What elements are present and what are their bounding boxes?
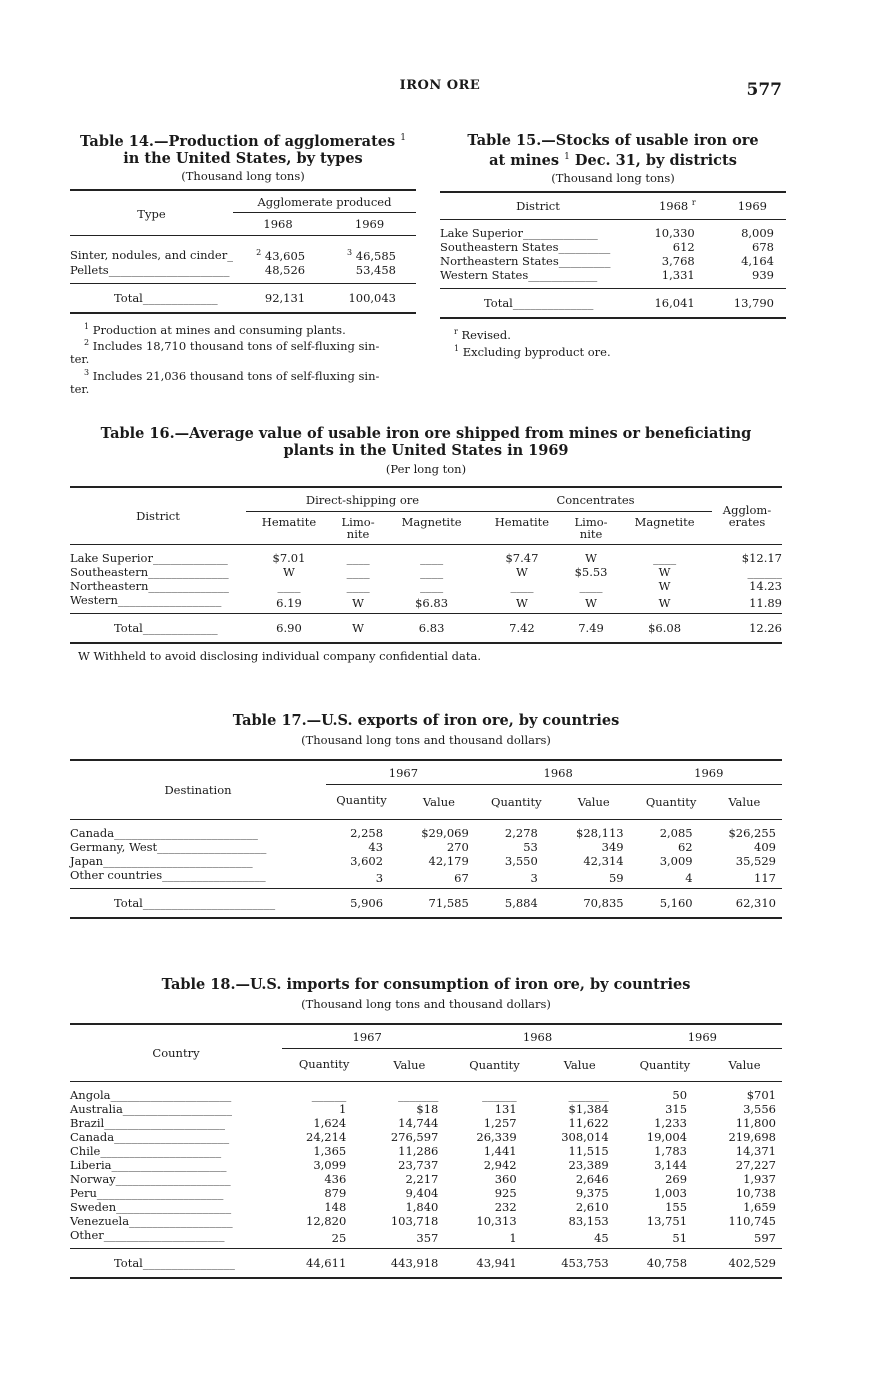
- col-header-country: Country: [70, 1024, 282, 1082]
- table-18-grid: [70, 1023, 782, 1279]
- col-header-hematite: Hematite: [494, 515, 550, 529]
- table-row: Australia___________________ 1 $18 131 $1,384 315 3,556: [70, 1102, 776, 1116]
- table-row: Chile_____________________ 1,365 11,286 1,441 11,515 1,783 14,371: [70, 1144, 776, 1158]
- col-header-magnetite: Magnetite: [401, 515, 462, 529]
- col-header-hematite: Hematite: [261, 515, 317, 529]
- table-18-title: Table 18.—U.S. imports for consumption of iron ore, by countries: [161, 976, 691, 993]
- table-row: Peru______________________ 879 9,404 925 9,375 1,003 10,738: [70, 1186, 776, 1200]
- table-14-unit: (Thousand long tons): [181, 168, 305, 183]
- table-total-row: Total_______________________ 5,906 71,585 5,884 70,835 5,160 62,310: [70, 889, 782, 919]
- table-row: Canada____________________ 24,214 276,597 26,339 308,014 19,004 219,698: [70, 1130, 776, 1144]
- table-15: [440, 132, 786, 358]
- table-17-grid: [70, 759, 782, 919]
- table-17-unit: (Thousand long tons and thousand dollars): [301, 733, 551, 747]
- table-total-row: Total_____________ 6.90 W 6.83 7.42 7.49 $6.08 12.26: [70, 614, 782, 644]
- table-16-title: Table 16.—Average value of usable iron ore shipped from mines or beneficiating plants in the United States in 1969: [100, 425, 752, 459]
- table-row: Venezuela__________________ 12,820 103,718 10,313 83,153 13,751 110,745: [70, 1214, 776, 1228]
- col-header-quantity: Quantity: [491, 795, 542, 809]
- table-15-grid: [440, 191, 786, 319]
- table-16-grid: [70, 486, 782, 644]
- table-15-footnotes: $^r$ Revised. $^1$ Excluding byproduct ore.: [454, 326, 611, 359]
- col-header-limonite: Limo- nite: [574, 515, 608, 541]
- table-row: Western__________________ 6.19 W $6.83 W W W 11.89: [70, 593, 782, 614]
- col-header-value: Value: [422, 795, 455, 809]
- running-header: IRON ORE: [399, 78, 481, 93]
- table-row: Liberia____________________ 3,099 23,737 2,942 23,389 3,144 27,227: [70, 1158, 776, 1172]
- table-17-title: Table 17.—U.S. exports of iron ore, by countries: [232, 712, 620, 729]
- table-15-title: Table 15.—Stocks of usable iron ore at mines $^1$ Dec. 31, by districts: [467, 132, 759, 169]
- col-header-quantity: Quantity: [469, 1058, 520, 1072]
- table-14-footnotes: $^1$ Production at mines and consuming plants. $^2$ Includes 18,710 thousand tons of self-fluxing sin- ter. $^3$ Includes 21,036 thousand tons of self-fluxing sin- ter.: [70, 321, 380, 397]
- col-header-concentrates: Concentrates: [479, 487, 712, 512]
- col-header-year: 1968: [452, 1024, 622, 1049]
- table-row: Pellets_____________________ 48,526 53,458: [70, 263, 416, 284]
- table-row: Norway____________________ 436 2,217 360 2,646 269 1,937: [70, 1172, 776, 1186]
- col-header-magnetite: Magnetite: [634, 515, 695, 529]
- col-header-type: Type: [70, 190, 233, 236]
- col-header-district: District: [516, 198, 560, 213]
- table-row: Lake Superior_____________ 10,330 8,009: [440, 225, 774, 240]
- col-header-value: Value: [393, 1058, 426, 1072]
- table-row: Angola_____________________ ______ _______ ______ _______ 50 $701: [70, 1088, 776, 1102]
- table-row: Northeastern______________ ____ ____ ____ ____ ____ W 14.23: [70, 579, 782, 593]
- col-header-district: District: [70, 487, 246, 545]
- table-row: Southeastern States_________ 612 678: [440, 239, 774, 254]
- table-15-unit: (Thousand long tons): [551, 170, 675, 185]
- table-total-row: Total________________ 44,611 443,918 43,941 453,753 40,758 402,529: [70, 1249, 782, 1279]
- table-total-row: Total______________ 16,041 13,790: [440, 288, 786, 318]
- col-header-agglomerates: Agglom- erates: [712, 487, 782, 545]
- col-header-quantity: Quantity: [336, 793, 387, 807]
- col-header-value: Value: [577, 795, 610, 809]
- col-header-1968: 1968 $^r$: [658, 198, 696, 214]
- table-14: [70, 130, 416, 396]
- col-header-year: 1967: [282, 1024, 452, 1049]
- col-header-1969: 1969: [354, 216, 385, 231]
- col-header-1969: 1969: [737, 198, 767, 213]
- table-row: Sinter, nodules, and cinder_ $^2$ 43,605 $^3$ 46,585: [70, 247, 396, 263]
- table-row: Lake Superior_____________ $7.01 ____ ____ $7.47 W ____ $12.17: [70, 551, 782, 565]
- table-row: Northeastern States_________ 3,768 4,164: [440, 253, 774, 268]
- table-row: Western States____________ 1,331 939: [440, 268, 786, 289]
- col-header-quantity: Quantity: [639, 1058, 691, 1072]
- col-header-direct-shipping: Direct-shipping ore: [246, 487, 479, 512]
- table-row: Other_____________________ 25 357 1 45 51 597: [70, 1228, 782, 1249]
- col-header-value: Value: [563, 1058, 596, 1072]
- table-18: [70, 976, 782, 1279]
- col-header-destination: Destination: [70, 760, 326, 820]
- table-16-unit: (Per long ton): [385, 462, 467, 476]
- col-header-value: Value: [728, 795, 761, 809]
- table-row: Other countries__________________ 3 67 3 59 4 117: [70, 868, 782, 889]
- table-row: Sweden____________________ 148 1,840 232 2,610 155 1,659: [70, 1200, 776, 1214]
- table-row: Germany, West___________________ 43 270 53 349 62 409: [70, 840, 776, 854]
- col-header-year: 1969: [623, 1024, 782, 1049]
- table-14-title: Table 14.—Production of agglomerates $^1$ in the United States, by types: [80, 132, 406, 167]
- table-14-grid: [70, 189, 416, 314]
- col-header-year: 1967: [326, 760, 481, 785]
- col-header-quantity: Quantity: [298, 1057, 350, 1071]
- col-header-limonite: Limo- nite: [341, 515, 375, 541]
- table-row: Brazil_____________________ 1,624 14,744 1,257 11,622 1,233 11,800: [70, 1116, 776, 1130]
- table-16: [70, 425, 782, 663]
- table-18-unit: (Thousand long tons and thousand dollars): [301, 997, 551, 1011]
- table-row: Southeastern______________ W ____ ____ W $5.53 W ______: [70, 565, 782, 579]
- page-number: 577: [746, 80, 782, 100]
- col-header-quantity: Quantity: [645, 795, 697, 809]
- col-header-value: Value: [728, 1058, 761, 1072]
- table-17: [70, 712, 782, 919]
- col-header-1968: 1968: [263, 216, 293, 231]
- table-16-footnote: W Withheld to avoid disclosing individual company confidential data.: [78, 649, 482, 663]
- table-row: Canada_________________________ 2,258 $29,069 2,278 $28,113 2,085 $26,255: [70, 826, 776, 840]
- table-row: Japan__________________________ 3,602 42,179 3,550 42,314 3,009 35,529: [70, 854, 776, 868]
- table-total-row: Total_____________ 92,131 100,043: [70, 283, 416, 313]
- col-header-group: Agglomerate produced: [233, 190, 416, 213]
- col-header-year: 1969: [636, 760, 782, 785]
- col-header-year: 1968: [481, 760, 636, 785]
